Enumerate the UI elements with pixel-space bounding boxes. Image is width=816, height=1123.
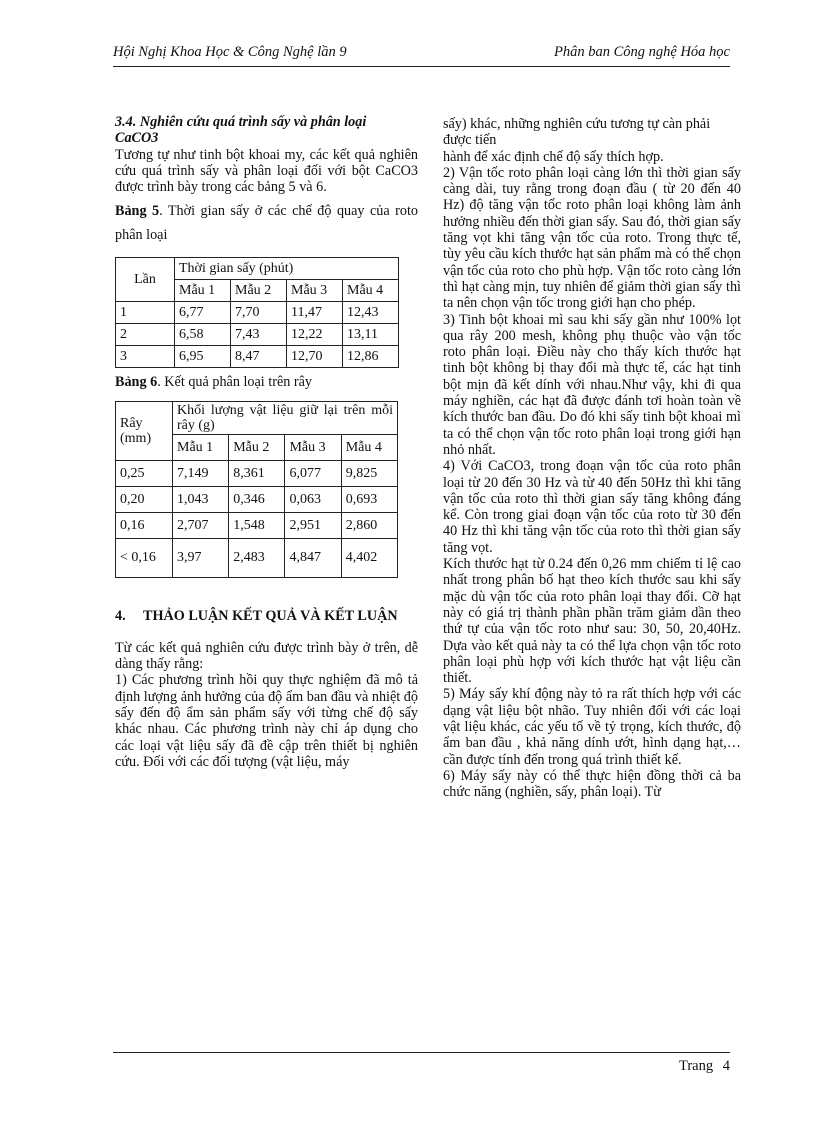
conclusion-item-6: 6) Máy sấy này có thể thực hiện đồng thời cả ba chức năng (nghiền, sấy, phân loại). Từ	[443, 767, 741, 801]
table5-col-header: Mẫu 1	[175, 280, 231, 302]
section-4-number: 4.	[115, 607, 126, 624]
table-cell: 0,16	[116, 512, 173, 538]
table-6	[115, 401, 398, 578]
table-cell: 12,43	[343, 302, 399, 324]
section-3-4-title	[115, 114, 418, 147]
table6-col-header: Mẫu 2	[229, 434, 285, 460]
footer-label: Trang	[679, 1058, 714, 1074]
table-cell: 7,70	[231, 302, 287, 324]
table-row	[116, 302, 399, 324]
table6-group-header: Khối lượng vật liệu giữ lại trên mỗi rây (g)	[173, 401, 398, 434]
section-4-title: THẢO LUẬN KẾT QUẢ VÀ KẾT LUẬN	[143, 607, 398, 624]
table-row	[116, 460, 398, 486]
table-cell: 12,22	[287, 324, 343, 346]
table-cell: 8,47	[231, 346, 287, 368]
section-title-line1: 3.4. Nghiên cứu quá trình sấy và phân loại	[115, 114, 367, 130]
table-row	[116, 538, 398, 577]
table-cell: < 0,16	[116, 538, 173, 577]
table-cell: 2,707	[173, 512, 229, 538]
table-cell: 12,86	[343, 346, 399, 368]
table-cell: 6,58	[175, 324, 231, 346]
conclusion-item-5: 5) Máy sấy khí động này tỏ ra rất thích hợp với các dạng vật liệu bột nhão. Tuy nhiên đối với các loại vật liệu khác, các yếu tố về tỷ trọng, kích thước, độ ẩm ban đầu , khả năng dính ướt, hình dạng hạt,… cần được tính đến trong quá trình thiết kế.	[443, 686, 741, 768]
table-cell: 2,483	[229, 538, 285, 577]
table-cell: 2	[116, 324, 175, 346]
table-cell: 6,077	[285, 460, 341, 486]
page-footer	[679, 1058, 730, 1075]
table5-row-header: Lần	[116, 258, 175, 302]
table-cell: 0,346	[229, 486, 285, 512]
intro-paragraph: Tương tự như tinh bột khoai my, các kết quả nghiên cứu quá trình sấy và phân loại đối với bột CaCO3 được trình bày trong các bảng 5 và 6.	[115, 146, 418, 196]
table-row	[116, 486, 398, 512]
section-4-heading	[115, 606, 418, 626]
right-column	[443, 116, 741, 800]
table-cell: 12,70	[287, 346, 343, 368]
table-row	[116, 512, 398, 538]
table-cell: 7,149	[173, 460, 229, 486]
header-section: Phân ban Công nghệ Hóa học	[554, 44, 730, 60]
page-header	[113, 44, 730, 67]
table-row	[116, 346, 399, 368]
table-cell: 1,548	[229, 512, 285, 538]
header-conference: Hội Nghị Khoa Học & Công Nghệ lần 9	[113, 44, 347, 60]
table5-caption-text: . Thời gian sấy ở các chế độ quay của roto phân loại	[115, 203, 418, 244]
conclusion-item-4b: Kích thước hạt từ 0.24 đến 0,26 mm chiếm tỉ lệ cao nhất trong phân bố hạt theo kích thước sau khi sấy mặc dù vận tốc của roto phân loại thay đổi. Cỡ hạt này có giá trị thành phần phần trăm giảm dần theo thứ tự của vận tốc roto như sau: 30, 50, 20,40Hz. Dựa vào kết quả này ta có thể lựa chọn vận tốc roto phân loại phù hợp với kích thước hạt vật liệu cần thiết.	[443, 556, 741, 687]
table6-label: Bảng 6	[115, 374, 158, 391]
conclusion-item-4: 4) Với CaCO3, trong đoạn vận tốc của roto phân loại từ 20 đến 30 Hz và từ 40 đến 50Hz thì khi tăng vận tốc của roto thì thời gian sấy tăng không đáng kể. Còn trong giai đoạn vận tốc của roto từ 30 đến 40 Hz thì khi tăng vận tốc của roto thì thời gian sấy tăng vọt.	[443, 458, 741, 556]
table-cell: 11,47	[287, 302, 343, 324]
table5-caption	[115, 199, 418, 247]
table-cell: 3,97	[173, 538, 229, 577]
table5-col-header: Mẫu 3	[287, 280, 343, 302]
table-cell: 3	[116, 346, 175, 368]
table5-col-header: Mẫu 2	[231, 280, 287, 302]
page-number: 4	[722, 1058, 730, 1074]
table-cell: 6,95	[175, 346, 231, 368]
continued-text: sấy) khác, những nghiên cứu tương tự càn phải được tiến	[443, 116, 711, 149]
table-cell: 7,43	[231, 324, 287, 346]
table-cell: 0,063	[285, 486, 341, 512]
table5-col-header: Mẫu 4	[343, 280, 399, 302]
table-cell: 0,25	[116, 460, 173, 486]
table-cell: 0,20	[116, 486, 173, 512]
conclusion-item-2: 2) Vận tốc roto phân loại càng lớn thì thời gian sấy càng dài, tuy rằng trong đoạn đầu ( từ 20 đến 40 Hz) độ tăng vận tốc roto phân loại không làm ảnh hưởng nhiều đến thời gian sấy. Sau đó, thời gian sấy tăng vọt khi tăng vận tốc của roto. Trong thực tế, tùy yêu cầu kích thước hạt sản phẩm mà có thể chọn vận tốc của roto cho phù hợp. Vận tốc roto càng lớn thì hạt càng mịn, tuy nhiên để giảm thời gian sấy thì ta nên chọn vận tốc trong giới hạn cho phép.	[443, 164, 741, 312]
conclusion-item-3: 3) Tinh bột khoai mì sau khi sấy gần như 100% lọt qua rây 200 mesh, không phụ thuộc vào vận tốc roto phân loại. Điều này cho thấy kích thước hạt tinh bột không bị thay đổi mà thực tế, các hạt tinh bột mịn đã kết dính với nhau.Như vậy, khi đi qua máy nghiền, các hạt đã được đánh tơi hoàn toàn về kích thước ban đầu. Do đó khi sấy tinh bột khoai mì ta có thể chọn vận tốc roto phân loại trong giới hạn nhỏ nhất.	[443, 311, 741, 458]
footer-rule	[113, 1052, 730, 1053]
table-cell: 8,361	[229, 460, 285, 486]
table-cell: 1	[116, 302, 175, 324]
table-cell: 0,693	[341, 486, 397, 512]
table6-caption	[115, 374, 418, 390]
left-column	[115, 114, 418, 770]
table-cell: 2,860	[341, 512, 397, 538]
table-5	[115, 257, 399, 368]
table6-caption-text: . Kết quả phân loại trên rây	[157, 374, 313, 391]
table-cell: 1,043	[173, 486, 229, 512]
continued-text-2: hành để xác định chế độ sấy thích hợp.	[443, 148, 664, 165]
table6-col-header: Mẫu 1	[173, 434, 229, 460]
table5-label: Bảng 5	[115, 203, 160, 220]
table-cell: 6,77	[175, 302, 231, 324]
table5-group-header: Thời gian sấy (phút)	[175, 258, 399, 280]
section-title-line2: CaCO3	[115, 130, 159, 147]
table6-col-header: Mẫu 4	[341, 434, 397, 460]
table-cell: 2,951	[285, 512, 341, 538]
table6-col-header: Mẫu 3	[285, 434, 341, 460]
table-row	[116, 324, 399, 346]
conclusion-item-1: 1) Các phương trình hồi quy thực nghiệm đã mô tả định lượng ảnh hưởng của độ ẩm ban đầu và nhiệt độ sấy đến độ ẩm sản phẩm sấy với từng chế độ sấy khác nhau. Các phương trình này chỉ áp dụng cho các loại vật liệu sấy đã đề cập trên thiết bị nghiên cứu. Đối với các đối tượng (vật liệu, máy	[115, 672, 418, 770]
conclusion-intro: Từ các kết quả nghiên cứu được trình bày ở trên, dễ dàng thấy rằng:	[115, 639, 418, 673]
table-cell: 4,847	[285, 538, 341, 577]
table-cell: 9,825	[341, 460, 397, 486]
table6-row-header: Rây (mm)	[116, 401, 173, 460]
table-cell: 13,11	[343, 324, 399, 346]
table-cell: 4,402	[341, 538, 397, 577]
